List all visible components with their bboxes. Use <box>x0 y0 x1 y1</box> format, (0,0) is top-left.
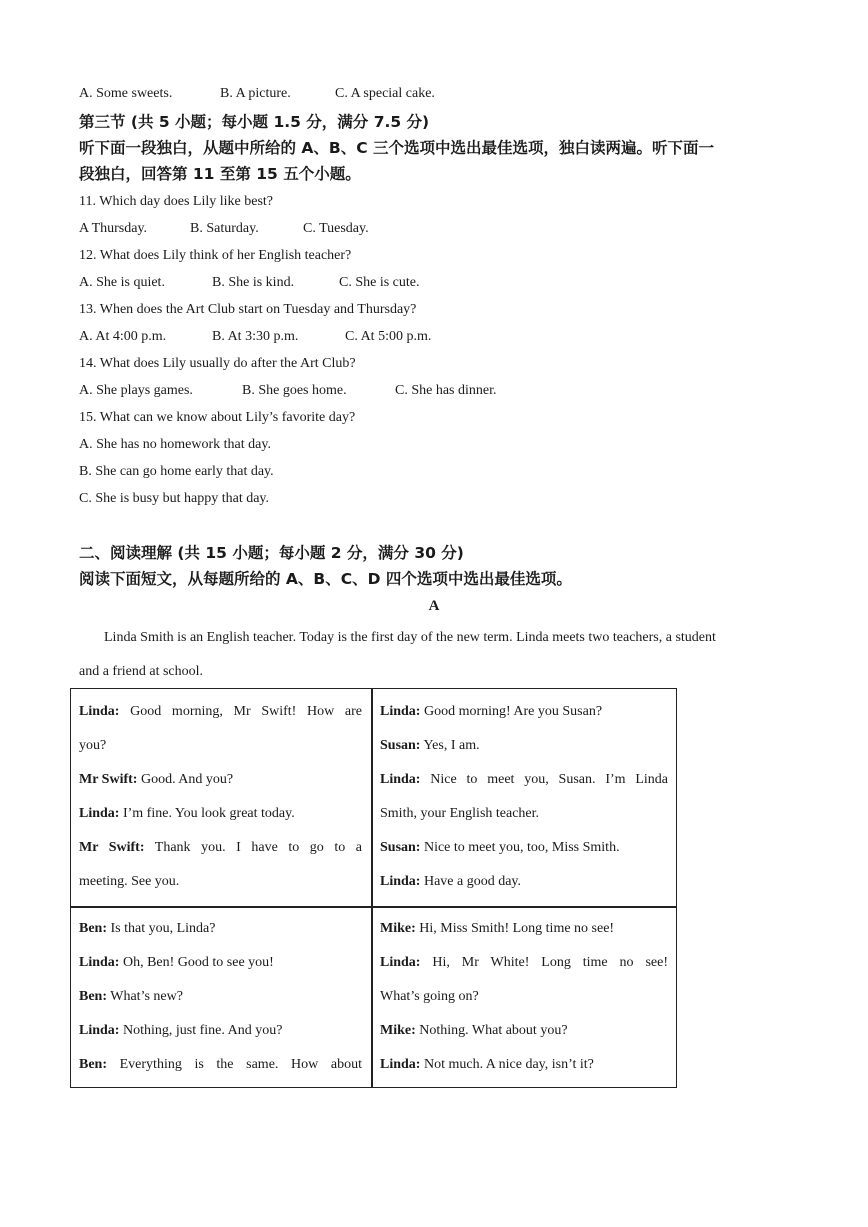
dialogue-line: What’s going on? <box>380 989 479 1004</box>
q11-option-b: B. Saturday. <box>190 221 259 236</box>
passage-label: A <box>428 598 440 614</box>
part2-instruction: 阅读下面短文，从每题所给的 A、B、C、D 四个选项中选出最佳选项。 <box>79 570 572 588</box>
dialogue-line: Linda: Not much. A nice day, isn’t it? <box>380 1057 594 1072</box>
dialogue-line: Susan: Yes, I am. <box>380 738 480 753</box>
question-15: 15. What can we know about Lily’s favorite day? <box>79 410 356 425</box>
dialogue-line: Linda: Nice to meet you, Susan. I’m Linda <box>380 772 668 787</box>
q13-option-c: C. At 5:00 p.m. <box>345 329 432 344</box>
dialogue-line: meeting. See you. <box>79 874 180 889</box>
question-14: 14. What does Lily usually do after the Art Club? <box>79 356 356 371</box>
table-column-divider <box>371 689 373 1087</box>
dialogue-line: Linda: Oh, Ben! Good to see you! <box>79 955 274 970</box>
dialogue-line: Linda: Hi, Mr White! Long time no see! <box>380 955 668 970</box>
dialogue-line: Linda: Good morning, Mr Swift! How are <box>79 704 362 719</box>
dialogue-line: you? <box>79 738 107 753</box>
q10-option-c: C. A special cake. <box>335 86 435 101</box>
q14-option-a: A. She plays games. <box>79 383 193 398</box>
q13-option-a: A. At 4:00 p.m. <box>79 329 167 344</box>
section3-instruction-line2: 段独白，回答第 11 至第 15 五个小题。 <box>79 165 361 183</box>
dialogue-line: Linda: I’m fine. You look great today. <box>79 806 295 821</box>
table-row-divider <box>71 906 676 908</box>
dialogue-line: Mr Swift: Good. And you? <box>79 772 234 787</box>
q15-option-b: B. She can go home early that day. <box>79 464 274 479</box>
q12-option-a: A. She is quiet. <box>79 275 165 290</box>
question-11: 11. Which day does Lily like best? <box>79 194 274 209</box>
dialogue-table <box>70 688 677 1088</box>
q10-option-a: A. Some sweets. <box>79 86 173 101</box>
passage-intro-line1: Linda Smith is an English teacher. Today is the first day of the new term. Linda meets two teachers, a student <box>104 630 716 645</box>
dialogue-line: Ben: What’s new? <box>79 989 183 1004</box>
q14-option-c: C. She has dinner. <box>395 383 497 398</box>
dialogue-line: Susan: Nice to meet you, too, Miss Smith. <box>380 840 620 855</box>
dialogue-line: Mike: Hi, Miss Smith! Long time no see! <box>380 921 615 936</box>
dialogue-line: Linda: Nothing, just fine. And you? <box>79 1023 283 1038</box>
q14-option-b: B. She goes home. <box>242 383 347 398</box>
passage-intro-line2: and a friend at school. <box>79 664 204 679</box>
dialogue-line: Mike: Nothing. What about you? <box>380 1023 568 1038</box>
q12-option-b: B. She is kind. <box>212 275 295 290</box>
dialogue-line: Ben: Is that you, Linda? <box>79 921 216 936</box>
q11-option-c: C. Tuesday. <box>303 221 369 236</box>
question-13: 13. When does the Art Club start on Tuesday and Thursday? <box>79 302 417 317</box>
dialogue-line: Mr Swift: Thank you. I have to go to a <box>79 840 362 855</box>
q15-option-c: C. She is busy but happy that day. <box>79 491 270 506</box>
section3-heading: 第三节 (共 5 小题；每小题 1.5 分，满分 7.5 分) <box>79 113 430 131</box>
q10-option-b: B. A picture. <box>220 86 291 101</box>
part2-heading: 二、阅读理解 (共 15 小题；每小题 2 分，满分 30 分) <box>79 544 464 562</box>
q12-option-c: C. She is cute. <box>339 275 420 290</box>
q11-option-a: A Thursday. <box>79 221 148 236</box>
q15-option-a: A. She has no homework that day. <box>79 437 271 452</box>
q13-option-b: B. At 3:30 p.m. <box>212 329 299 344</box>
dialogue-line: Smith, your English teacher. <box>380 806 540 821</box>
dialogue-line: Linda: Good morning! Are you Susan? <box>380 704 603 719</box>
section3-instruction-line1: 听下面一段独白，从题中所给的 A、B、C 三个选项中选出最佳选项，独白读两遍。听下面一 <box>79 139 714 157</box>
dialogue-line: Ben: Everything is the same. How about <box>79 1057 362 1072</box>
dialogue-line: Linda: Have a good day. <box>380 874 522 889</box>
question-12: 12. What does Lily think of her English teacher? <box>79 248 352 263</box>
